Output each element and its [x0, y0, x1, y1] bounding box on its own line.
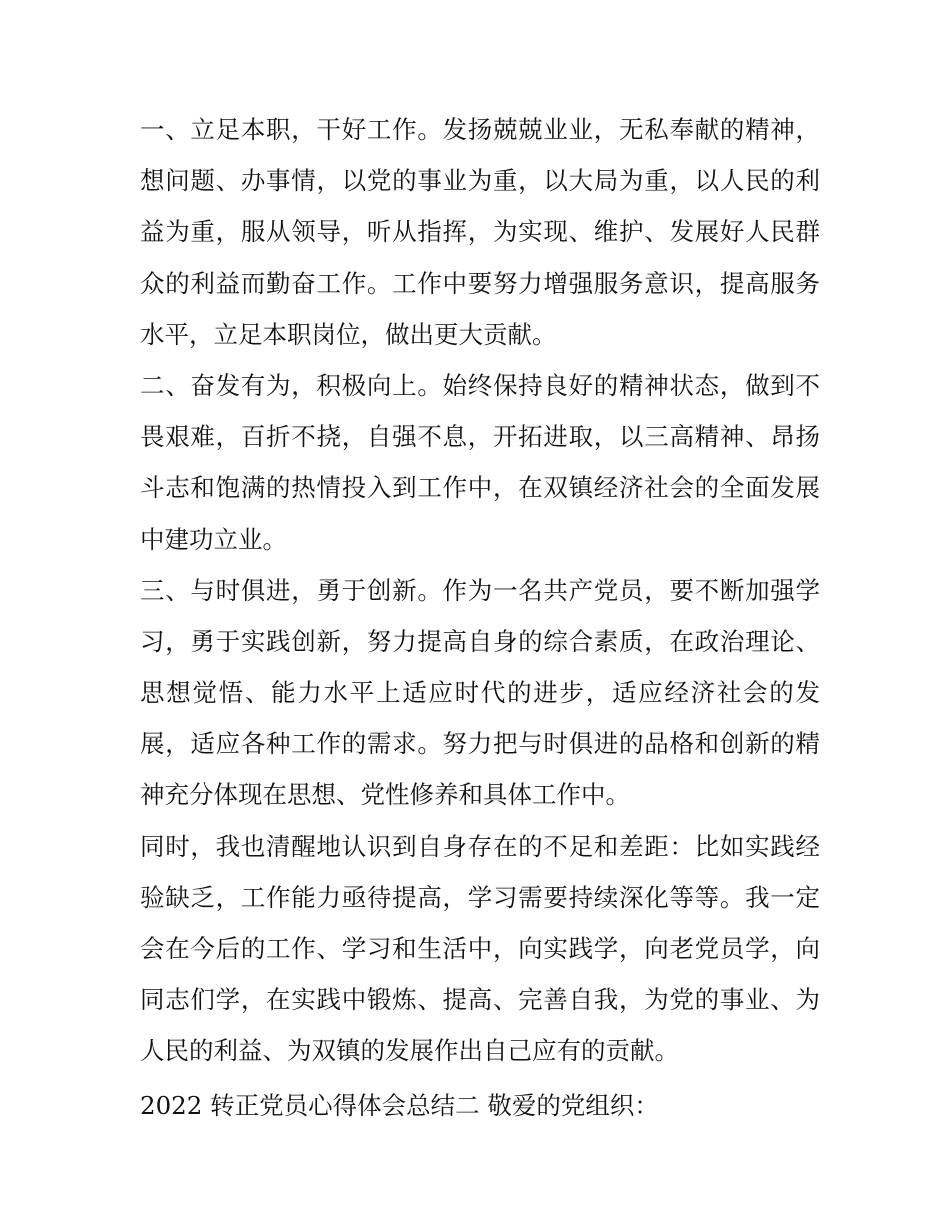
text-line: 思想觉悟、能力水平上适应时代的进步，适应经济社会的发 [140, 678, 820, 708]
text-line: 展，适应各种工作的需求。努力把与时俱进的品格和创新的精 [140, 729, 820, 759]
text-line: 人民的利益、为双镇的发展作出自己应有的贡献。 [140, 1036, 679, 1066]
text-line: 会在今后的工作、学习和生活中，向实践学，向老党员学，向 [140, 934, 820, 963]
text-line: 一、立足本职，干好工作。发扬兢兢业业，无私奉献的精神， [140, 115, 820, 144]
text-line: 三、与时俱进，勇于创新。作为一名共产党员，要不断加强学 [140, 575, 820, 605]
paragraph-4 [140, 821, 820, 1077]
text-line: 同时，我也清醒地认识到自身存在的不足和差距：比如实践经 [140, 831, 820, 861]
text-line: 中建功立业。 [140, 524, 287, 554]
text-line: 畏艰难，百折不挠，自强不息，开拓进取，以三高精神、昂扬 [140, 422, 820, 452]
text-line: 同志们学，在实践中锻炼、提高、完善自我，为党的事业、为 [140, 985, 820, 1015]
text-line: 想问题、办事情，以党的事业为重，以大局为重，以人民的利 [140, 166, 820, 196]
document-body [140, 104, 820, 1131]
text-line: 斗志和饱满的热情投入到工作中，在双镇经济社会的全面发展 [140, 473, 820, 503]
section-heading: 2022 转正党员心得体会总结二 敬爱的党组织： [140, 1090, 659, 1120]
text-line: 众的利益而勤奋工作。工作中要努力增强服务意识，提高服务 [140, 268, 820, 298]
paragraph-3 [140, 565, 820, 821]
text-line: 二、奋发有为，积极向上。始终保持良好的精神状态，做到不 [140, 370, 820, 400]
paragraph-1 [140, 104, 820, 360]
text-line: 水平，立足本职岗位，做出更大贡献。 [140, 319, 557, 349]
text-line: 益为重，服从领导，听从指挥，为实现、维护、发展好人民群 [140, 217, 820, 247]
text-line: 验缺乏，工作能力亟待提高，学习需要持续深化等等。我一定 [140, 882, 820, 912]
text-line: 神充分体现在思想、党性修养和具体工作中。 [140, 780, 630, 810]
paragraph-2 [140, 360, 820, 565]
text-line: 习，勇于实践创新，努力提高自身的综合素质，在政治理论、 [140, 626, 820, 656]
